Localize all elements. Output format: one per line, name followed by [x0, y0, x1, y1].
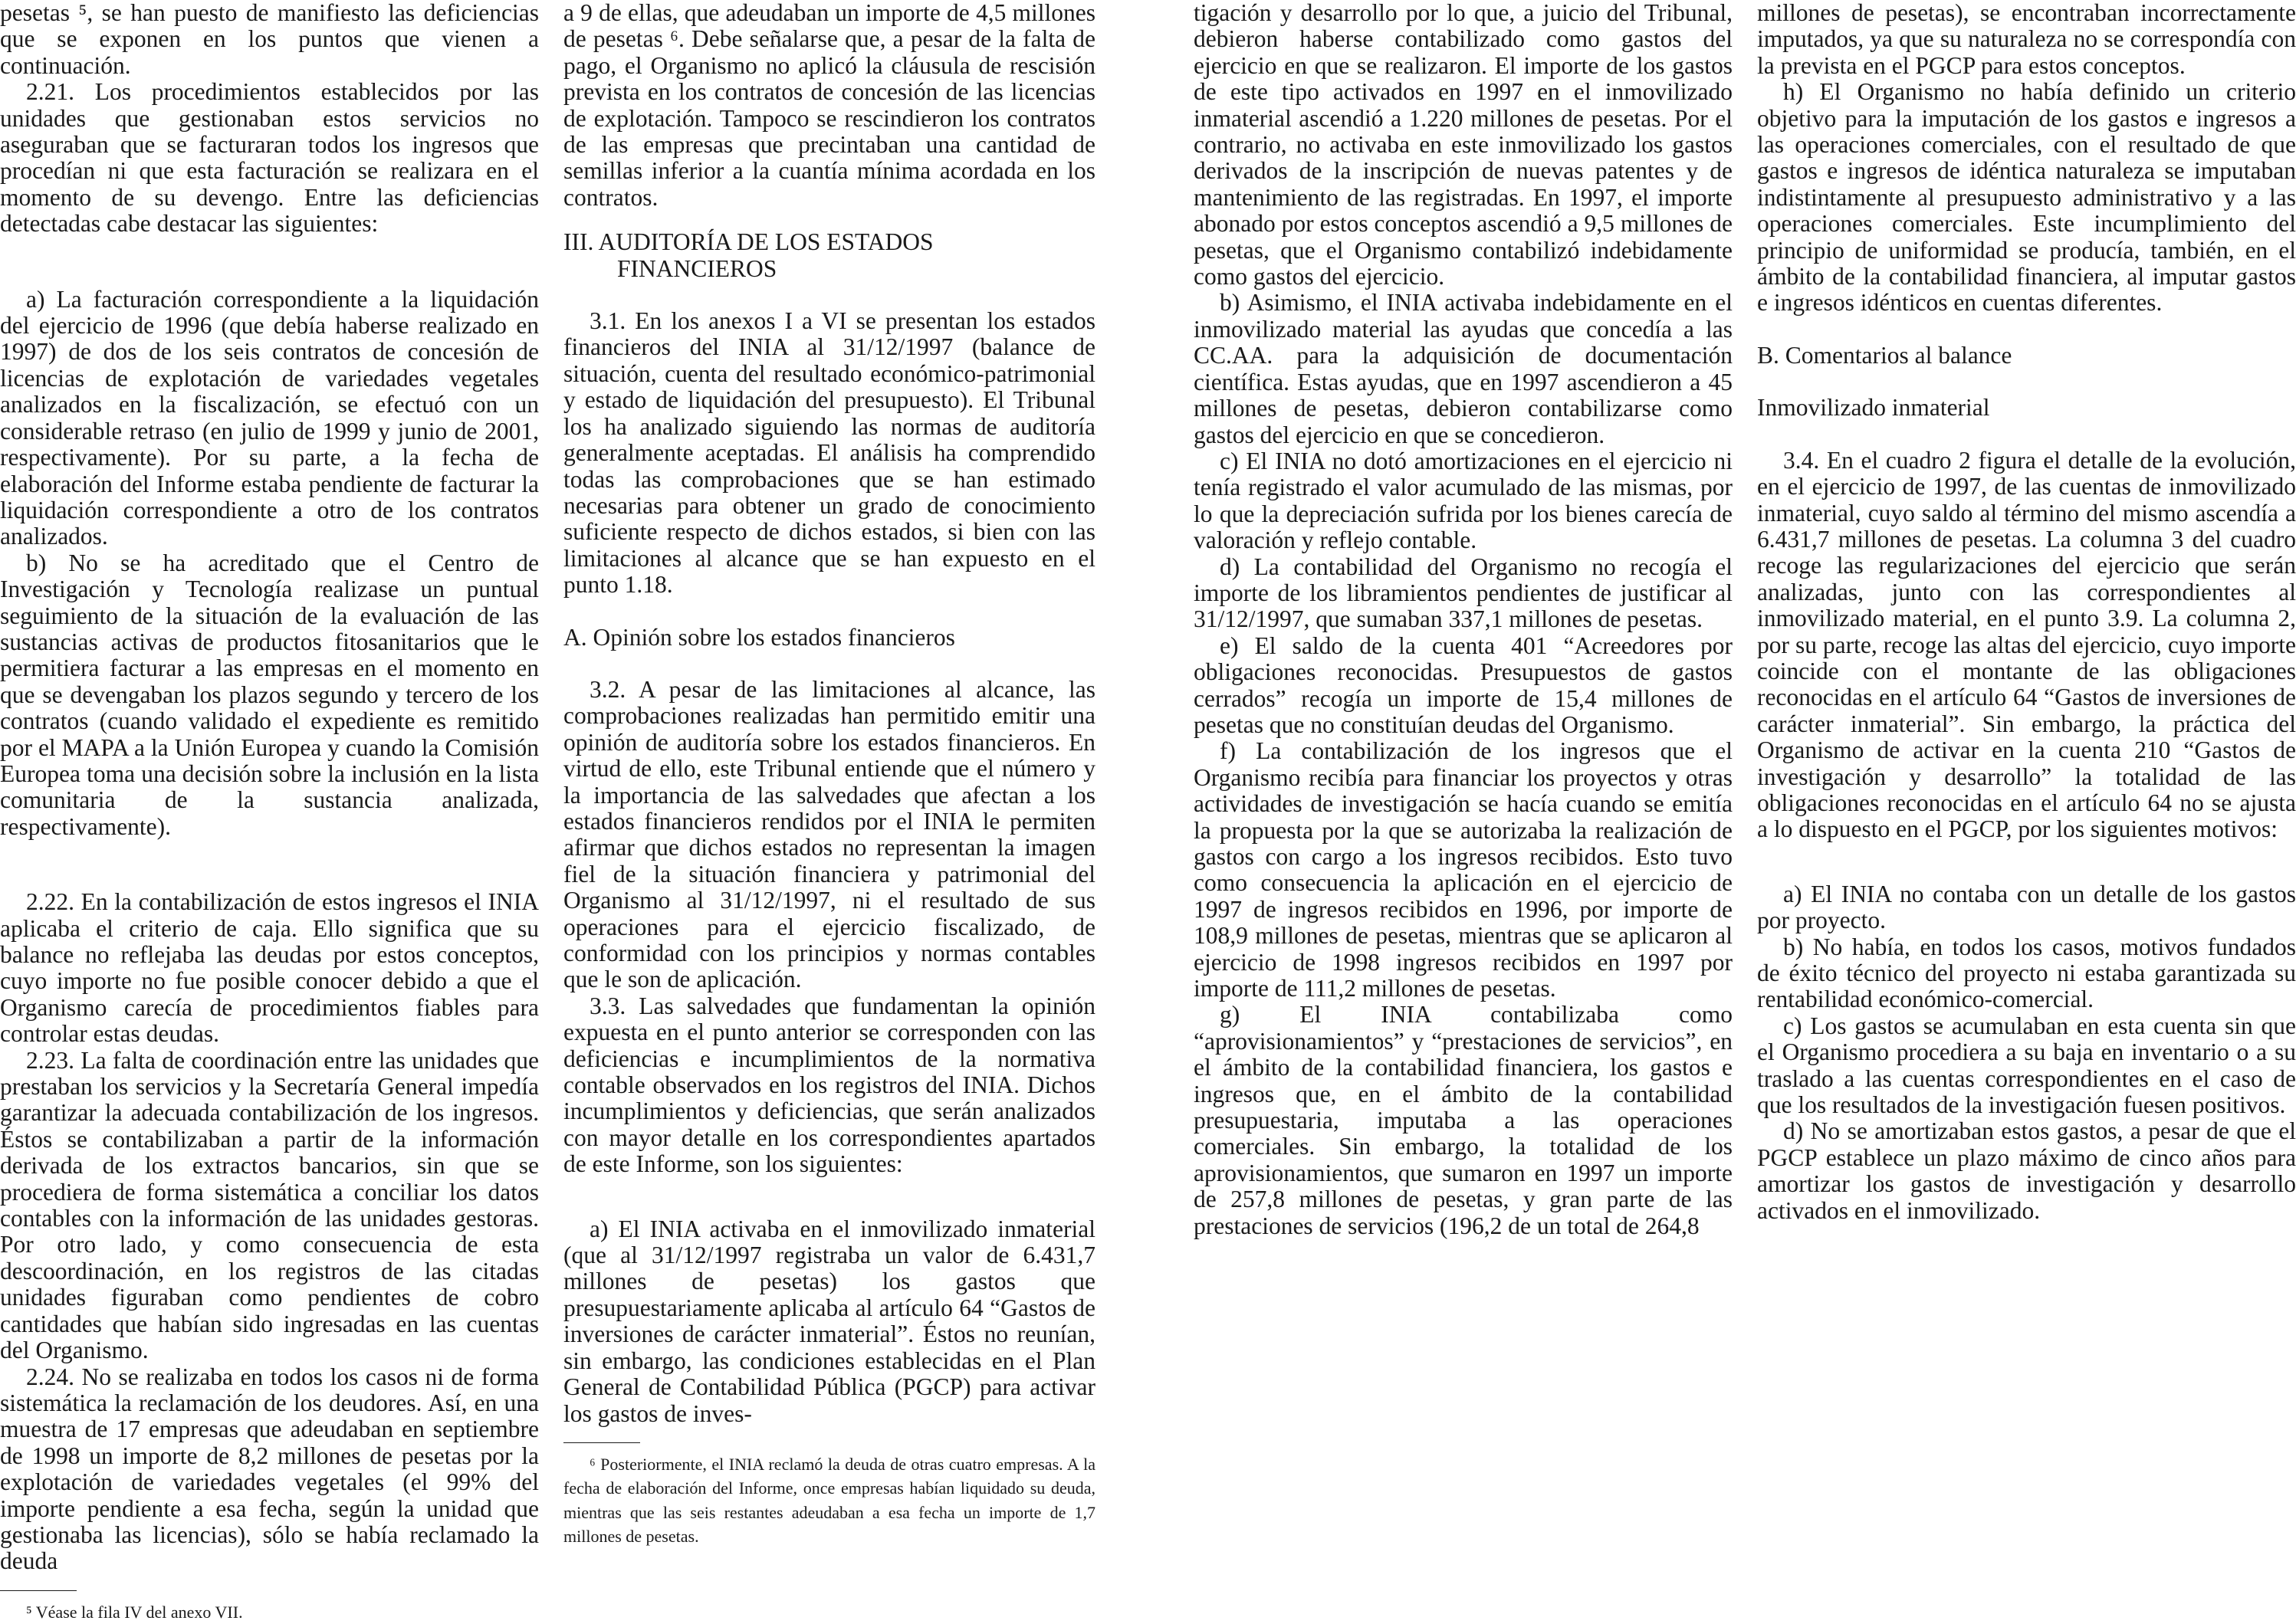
footnote-divider [563, 1442, 640, 1443]
footnote-text: ⁵ Véase la fila IV del anexo VII. [26, 1602, 243, 1622]
paragraph-item-c: c) El INIA no dotó amortizaciones en el ejercicio ni tenía registrado el valor acumulado de las mismas, por lo que la depreciación sufrida por los bienes carecía de valoración y reflejo contable. [1194, 447, 1733, 554]
paragraph-2-23: 2.23. La falta de coordinación entre las unidades que prestaban los servicios y la Secretaría General impedía garantizar la adecuada contabilización de los ingresos. Éstos se contabilizaban a partir de la información derivada de los extractos bancarios, sin que se procediera de forma sistemática a conciliar los datos contables con la información de las unidades gestoras. Por otro lado, y como consecuencia de esta descoordinación, en los registros de las citadas unidades figuraban como pendientes de cobro cantidades que habían sido ingresadas en las cuentas del Organismo. [0, 1046, 539, 1364]
paragraph-item-b: b) No había, en todos los casos, motivos fundados de éxito técnico del proyecto ni estaba garantizada su rentabilidad económico-comercial. [1757, 933, 2296, 1013]
footnote-6 [563, 1427, 1095, 1549]
paragraph-item-a: a) La facturación correspondiente a la liquidación del ejercicio de 1996 (que debía haberse realizado en 1997) de dos de los seis contratos de concesión de licencias de explotación de variedades vegetales analizados en la fiscalización, se efectuó con un considerable retraso (en julio de 1999 y junio de 2001, respectivamente). Por su parte, a la fecha de elaboración del Informe estaba pendiente de facturar la liquidación correspondiente a otro de los contratos analizados. [0, 285, 539, 550]
paragraph-continuation: a 9 de ellas, que adeudaban un importe de 4,5 millones de pesetas ⁶. Debe señalarse que, a pesar de la falta de pago, el Organismo no aplicó la cláusula de rescisión prevista en los contratos de concesión de las licencias de explotación. Tampoco se rescindieron los contratos de las empresas que precintaban una cantidad de semillas inferior a la cuantía mínima acordada en los contratos. [563, 0, 1095, 211]
subsection-heading-b: B. Comentarios al balance [1757, 341, 2012, 369]
paragraph-3-4: 3.4. En el cuadro 2 figura el detalle de la evolución, en el ejercicio de 1997, de las cuentas de inmovilizado inmaterial, cuyo saldo al término del mismo ascendía a 6.431,7 millones de pesetas. La columna 3 del cuadro recoge las regularizaciones del ejercicio que serán analizadas, junto con las correspondientes al inmovilizado material, en el punto 3.9. La columna 2, por su parte, recoge las altas del ejercicio, cuyo importe coincide con el montante de las obligaciones reconocidas en el artículo 64 “Gastos de inversiones de carácter inmaterial”. Sin embargo, la práctica del Organismo de activar en la cuenta 210 “Gastos de investigación y desarrollo” la totalidad de las obligaciones reconocidas en el artículo 64 no se ajusta a lo dispuesto en el PGCP, por los siguientes motivos: [1757, 446, 2296, 843]
paragraph-continuation: millones de pesetas), se encontraban incorrectamente imputados, ya que su naturaleza no se correspondía con la prevista en el PGCP para estos conceptos. [1757, 0, 2296, 79]
subsection-heading-a: A. Opinión sobre los estados financieros [563, 623, 955, 651]
paragraph-item-b: b) Asimismo, el INIA activaba indebidamente en el inmovilizado material las ayudas que concedía a las CC.AA. para la adquisición de documentación científica. Estas ayudas, que en 1997 ascendieron a 45 millones de pesetas, debieron contabilizarse como gastos del ejercicio en que se concedieron. [1194, 289, 1733, 448]
paragraph-item-c: c) Los gastos se acumulaban en esta cuenta sin que el Organismo procediera a su baja en inventario o a su traslado a las cuentas correspondientes en el caso de que los resultados de la investigación fuesen positivos. [1757, 1012, 2296, 1119]
paragraph-item-b: b) No se ha acreditado que el Centro de Investigación y Tecnología realizase un puntual seguimiento de la situación de la evaluación de las sustancias activas de productos fitosanitarios que le permitiera facturar a las empresas en el momento en que se devengaban los plazos segundo y tercero de los contratos (cuando validado el expediente es remitido por el MAPA a la Unión Europea y cuando la Comisión Europea toma una decisión sobre la inclusión en la lista comunitaria de la sustancia analizada, respectivamente). [0, 549, 539, 840]
text-column-4 [1757, 0, 2296, 1522]
paragraph-item-d: d) No se amortizaban estos gastos, a pesar de que el PGCP establece un plazo máximo de cinco años para amortizar los gastos de investigación y desarrollo activados en el inmovilizado. [1757, 1117, 2296, 1224]
footnote-text: ⁶ Posteriormente, el INIA reclamó la deuda de otras cuatro empresas. A la fecha de elaboración del Informe, once empresas habían liquidado su deuda, mientras que las seis restantes adeudaban a esa fecha un importe de 1,7 millones de pesetas. [563, 1454, 1095, 1547]
footnote-divider [0, 1590, 77, 1591]
paragraph-continuation: tigación y desarrollo por lo que, a juicio del Tribunal, debieron haberse contabilizado como gastos del ejercicio en que se realizaron. El importe de los gastos de este tipo activados en 1997 en el inmovilizado inmaterial ascendió a 1.220 millones de pesetas. Por el contrario, no activaba en este inmovilizado los gastos derivados de la inscripción de nuevas patentes y de mantenimiento de las registradas. En 1997, el importe abonado por estos conceptos ascendió a 9,5 millones de pesetas, que el Organismo contabilizó indebidamente como gastos del ejercicio. [1194, 0, 1733, 290]
paragraph-3-2: 3.2. A pesar de las limitaciones al alcance, las comprobaciones realizadas han permitido emitir una opinión de auditoría sobre los estados financieros. En virtud de ello, este Tribunal entiende que el número y la importancia de las salvedades que afectan a los estados financieros rendidos por el INIA le permiten afirmar que dichos estados no representan la imagen fiel de la situación financiera y patrimonial del Organismo al 31/12/1997, ni el resultado de sus operaciones para el ejercicio fiscalizado, de conformidad con los principios y normas contables que le son de aplicación. [563, 675, 1095, 993]
subheading-inmovilizado-inmaterial: Inmovilizado inmaterial [1757, 394, 1990, 422]
paragraph-2-21: 2.21. Los procedimientos establecidos por las unidades que gestionaban estos servicios no aseguraban que se facturaran todos los ingresos que procedían ni que esta facturación se realizara en el momento de su devengo. Entre las deficiencias detectadas cabe destacar las siguientes: [0, 78, 539, 238]
paragraph-continuation: pesetas ⁵, se han puesto de manifiesto las deficiencias que se exponen en los puntos que vienen a continuación. [0, 0, 539, 79]
paragraph-item-h: h) El Organismo no había definido un criterio objetivo para la imputación de los gastos e ingresos a las operaciones comerciales, con el resultado de que gastos e ingresos de idéntica naturaleza se imputaban indistintamente al presupuesto administrativo y a las operaciones comerciales. Este incumplimiento del principio de uniformidad se producía, también, en el ámbito de la contabilidad financiera, al imputar gastos e ingresos idénticos en cuentas diferentes. [1757, 78, 2296, 317]
footnote-5 [0, 1575, 539, 1624]
paragraph-3-3: 3.3. Las salvedades que fundamentan la opinión expuesta en el punto anterior se corresponden con las deficiencias e incumplimientos de la normativa contable observados en los registros del INIA. Dichos incumplimientos y deficiencias, que serán analizados con mayor detalle en los correspondientes apartados de este Informe, son los siguientes: [563, 992, 1095, 1178]
paragraph-item-a: a) El INIA activaba en el inmovilizado inmaterial (que al 31/12/1997 registraba un valor de 6.431,7 millones de pesetas) los gastos que presupuestariamente aplicaba al artículo 64 “Gastos de inversiones de carácter inmaterial”. Éstos no reunían, sin embargo, las condiciones establecidas en el Plan General de Contabilidad Pública (PGCP) para activar los gastos de inves- [563, 1215, 1095, 1427]
text-column-1 [0, 0, 539, 1624]
text-column-2 [563, 0, 1095, 1549]
paragraph-2-22: 2.22. En la contabilización de estos ingresos el INIA aplicaba el criterio de caja. Ello significa que su balance no reflejaba las deudas por estos conceptos, cuyo importe no fue posible conocer debido a que el Organismo carecía de procedimientos fiables para controlar estas deudas. [0, 888, 539, 1048]
paragraph-3-1: 3.1. En los anexos I a VI se presentan los estados financieros del INIA al 31/12/1997 (balance de situación, cuenta del resultado económico-patrimonial y estado de liquidación del presupuesto). El Tribunal los ha analizado siguiendo las normas de auditoría generalmente aceptadas. El análisis ha comprendido todas las comprobaciones que se han estimado necesarias para obtener un grado de conocimiento suficiente respecto de dichos estados, si bien con las limitaciones al alcance que se han expuesto en el punto 1.18. [563, 307, 1095, 599]
paragraph-item-f: f) La contabilización de los ingresos que el Organismo recibía para financiar los proyectos y otras actividades de investigación se hacía cuando se emitía la propuesta por la que se autorizaba la realización de gastos con cargo a los ingresos recibidos. Esto tuvo como consecuencia la aplicación en el ejercicio de 1997 de ingresos recibidos en 1996, por importe de 108,9 millones de pesetas, mientras que se aplicaron al ejercicio de 1998 ingresos recibidos en 1997 por importe de 111,2 millones de pesetas. [1194, 737, 1733, 1002]
paragraph-item-d: d) La contabilidad del Organismo no recogía el importe de los libramientos pendientes de justificar al 31/12/1997, que sumaban 337,1 millones de pesetas. [1194, 553, 1733, 633]
paragraph-2-24: 2.24. No se realizaba en todos los casos ni de forma sistemática la reclamación de los deudores. Así, en una muestra de 17 empresas que adeudaban en septiembre de 1998 un importe de 8,2 millones de pesetas por la explotación de variedades vegetales (el 99% del importe pendiente a esa fecha, según la unidad que gestionaba las licencias), sólo se había reclamado la deuda [0, 1363, 539, 1575]
section-heading-iii: III. AUDITORÍA DE LOS ESTADOS FINANCIEROS [563, 228, 934, 282]
text-column-3 [1194, 0, 1733, 1522]
paragraph-item-e: e) El saldo de la cuenta 401 “Acreedores por obligaciones reconocidas. Presupuestos de gastos cerrados” recogía un importe de 15,4 millones de pesetas que no constituían deudas del Organismo. [1194, 632, 1733, 738]
paragraph-item-g: g) El INIA contabilizaba como “aprovisionamientos” y “prestaciones de servicios”, en el ámbito de la contabilidad financiera, los gastos e ingresos que, en el ámbito de la contabilidad presupuestaria, imputaba a las operaciones comerciales. Sin embargo, la totalidad de los aprovisionamientos, que sumaron en 1997 un importe de 257,8 millones de pesetas, y gran parte de las prestaciones de servicios (196,2 de un total de 264,8 [1194, 1001, 1733, 1239]
paragraph-item-a: a) El INIA no contaba con un detalle de los gastos por proyecto. [1757, 880, 2296, 934]
